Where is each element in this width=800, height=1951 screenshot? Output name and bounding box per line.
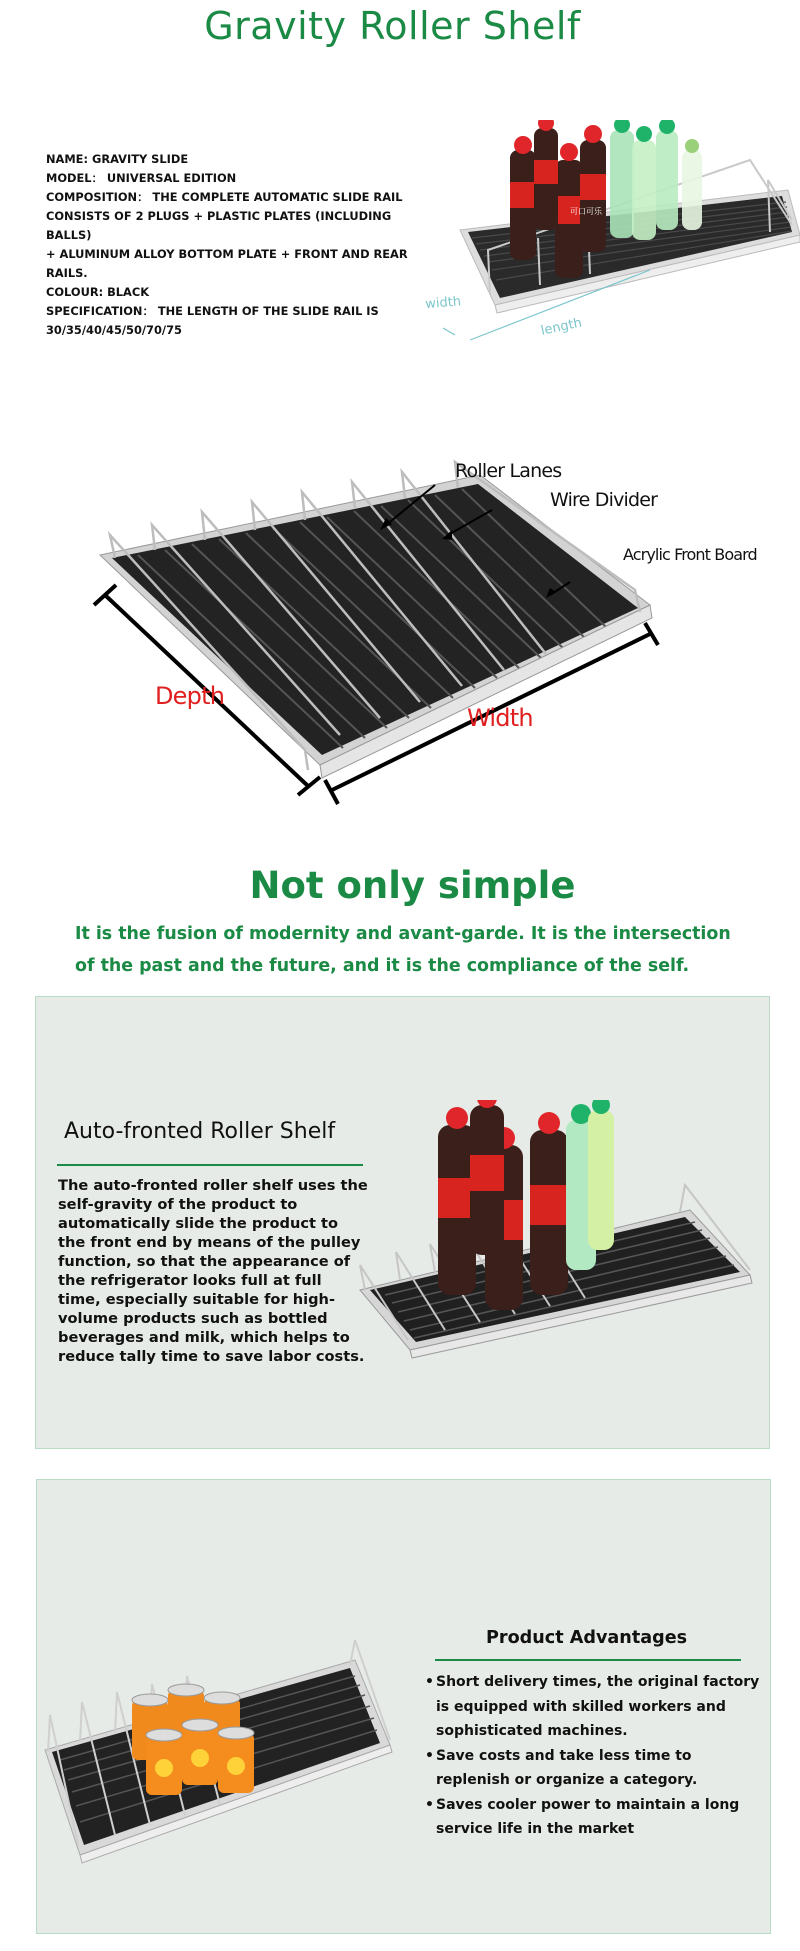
- product-photo-shelf-with-bottles: [420, 120, 800, 380]
- spec-line: COMPOSITION： THE COMPLETE AUTOMATIC SLIDE RAIL: [46, 190, 403, 204]
- section-title: Auto-fronted Roller Shelf: [64, 1119, 336, 1144]
- section-divider: [57, 1164, 363, 1166]
- bullet-icon: •: [425, 1674, 434, 1690]
- spec-list: [46, 150, 416, 340]
- spec-line: 30/35/40/45/50/70/75: [46, 323, 182, 337]
- cola-brand-label: 可口可乐: [570, 207, 602, 216]
- section-title: Product Advantages: [486, 1628, 688, 1648]
- spec-line: CONSISTS OF 2 PLUGS + PLASTIC PLATES (INCLUDING BALLS): [46, 209, 392, 242]
- length-dimension-label: length: [539, 315, 584, 339]
- spec-line: NAME: GRAVITY SLIDE: [46, 152, 189, 166]
- list-item-text: Save costs and take less time to replenish or organize a category.: [436, 1747, 698, 1788]
- section-body: The auto-fronted roller shelf uses the self-gravity of the product to automatically slide the product to the front end by means of the pulley function, so that the appearance of the refrigerator looks full at full time, especially suitable for high-volume products such as bottled beverages and milk, which helps to reduce tally time to save labor costs.: [58, 1177, 368, 1365]
- wire-divider-label: Wire Divider: [550, 489, 658, 511]
- roller-shelf-diagram: [80, 440, 780, 810]
- depth-label: Depth: [155, 682, 225, 710]
- page-title: Gravity Roller Shelf: [204, 4, 581, 48]
- spec-line: MODEL： UNIVERSAL EDITION: [46, 171, 237, 185]
- list-item-text: Short delivery times, the original factory is equipped with skilled workers and sophisticated machines.: [436, 1674, 760, 1739]
- spec-line: + ALUMINUM ALLOY BOTTOM PLATE + FRONT AND REAR: [46, 247, 408, 261]
- advantages-list: [426, 1670, 766, 1842]
- spec-line: COLOUR: BLACK: [46, 285, 150, 299]
- bullet-icon: •: [425, 1796, 434, 1813]
- acrylic-front-board-label: Acrylic Front Board: [623, 545, 757, 564]
- width-label: Width: [467, 704, 533, 732]
- tagline-text: It is the fusion of modernity and avant-garde. It is the intersection of the past and the future, and it is the compliance of the self.: [75, 924, 731, 976]
- list-item-text: Saves cooler power to maintain a long service life in the market: [436, 1796, 740, 1837]
- tagline-heading: Not only simple: [249, 864, 576, 907]
- section-divider: [435, 1659, 741, 1661]
- product-photo-roller-shelf-cans: [40, 1640, 420, 1880]
- roller-lanes-label: Roller Lanes: [455, 460, 562, 482]
- list-item: [426, 1670, 766, 1744]
- spec-line: RAILS.: [46, 266, 88, 280]
- list-item: [426, 1744, 766, 1793]
- spec-line: SPECIFICATION： THE LENGTH OF THE SLIDE RAIL IS: [46, 304, 379, 318]
- list-item: [426, 1793, 766, 1842]
- width-dimension-label: width: [424, 294, 462, 313]
- product-photo-roller-shelf-cola: [330, 1100, 770, 1370]
- bullet-icon: •: [425, 1747, 434, 1764]
